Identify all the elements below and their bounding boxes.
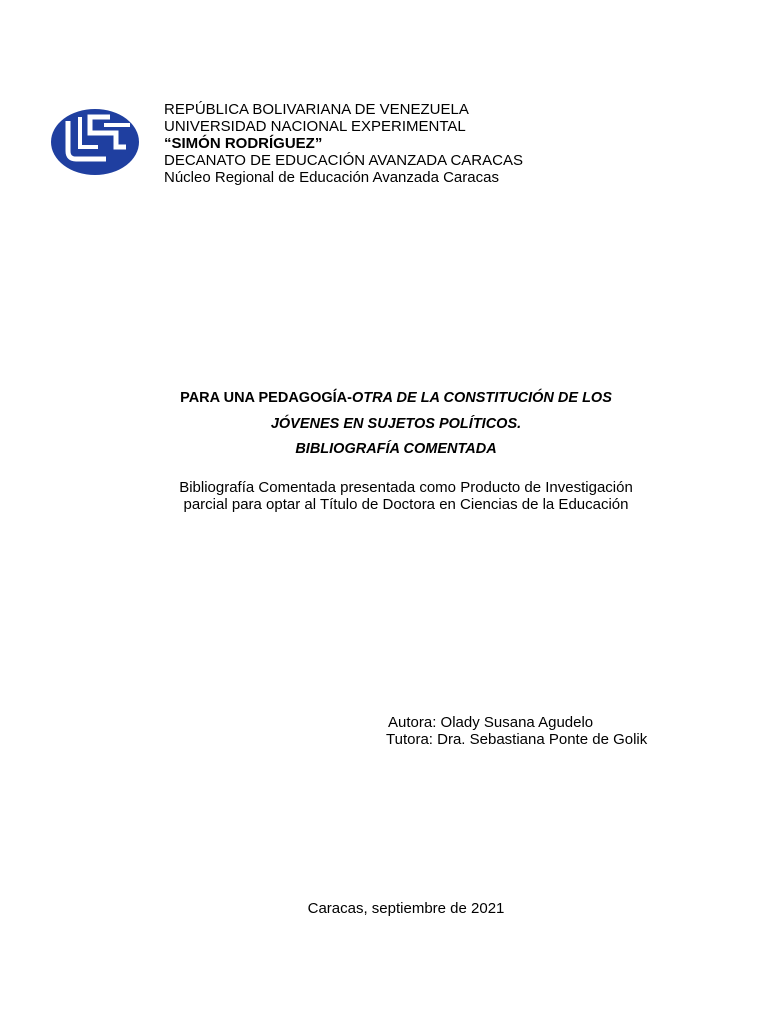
document-subtitle xyxy=(0,479,768,513)
place-date: Caracas, septiembre de 2021 xyxy=(307,900,505,917)
header-line-university-name: “SIMÓN RODRÍGUEZ” xyxy=(164,135,323,152)
header-line-republic: REPÚBLICA BOLIVARIANA DE VENEZUELA xyxy=(164,101,469,118)
header-line-university: UNIVERSIDAD NACIONAL EXPERIMENTAL xyxy=(164,118,466,135)
title-line-2: JÓVENES EN SUJETOS POLÍTICOS. xyxy=(270,415,522,432)
tutor-line: Tutora: Dra. Sebastiana Ponte de Golik xyxy=(386,731,648,748)
institution-header xyxy=(164,101,523,186)
subtitle-line-2: parcial para optar al Título de Doctora en Ciencias de la Educación xyxy=(183,496,629,513)
title-line-1 xyxy=(0,386,768,412)
title-line-3: BIBLIOGRAFÍA COMENTADA xyxy=(295,441,497,457)
header-line-nucleo: Núcleo Regional de Educación Avanzada Caracas xyxy=(164,169,499,186)
author-line: Autora: Olady Susana Agudelo xyxy=(388,714,594,731)
title-part-regular: PARA UNA PEDAGOGÍA- xyxy=(180,390,352,406)
header-line-decanato: DECANATO DE EDUCACIÓN AVANZADA CARACAS xyxy=(164,152,523,169)
title-part-italic: OTRA DE LA CONSTITUCIÓN DE LOS xyxy=(351,390,612,406)
university-logo xyxy=(50,107,140,177)
authors-block xyxy=(386,714,647,748)
subtitle-line-1: Bibliografía Comentada presentada como Producto de Investigación xyxy=(179,479,633,496)
document-title xyxy=(0,386,768,463)
